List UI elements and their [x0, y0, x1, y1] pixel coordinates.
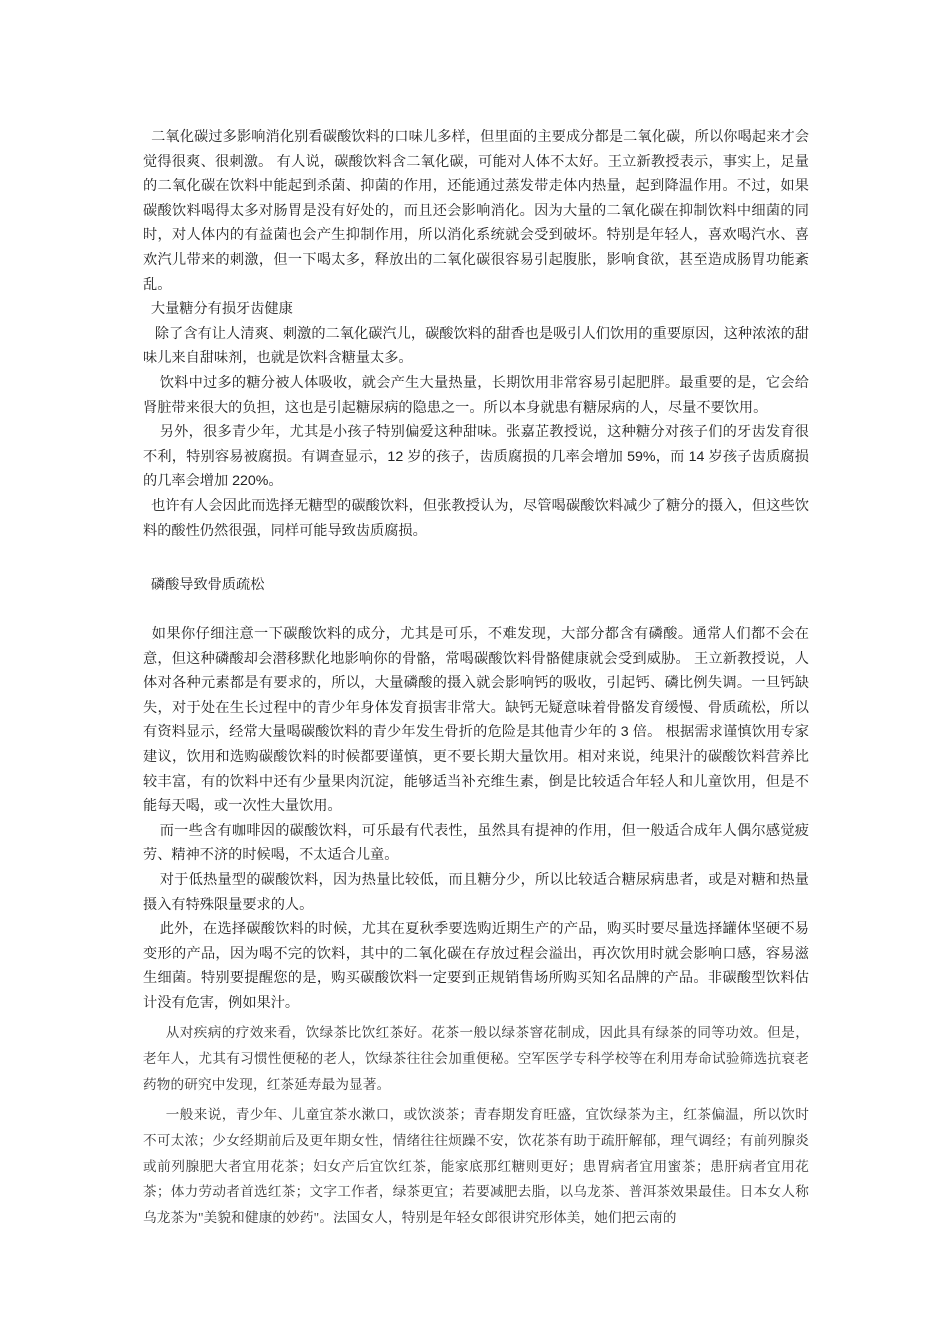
paragraph-tea-efficacy: 从对疾病的疗效来看，饮绿茶比饮红茶好。花茶一般以绿茶窨花制成，因此具有绿茶的同等功效。但是，老年人，尤其有习惯性便秘的老人，饮绿茶往往会加重便秘。空军医学专科学校等在利用寿命试验筛选抗衰老药物的研究中发现，红茶延寿最为显著。 — [143, 1025, 809, 1092]
paragraph-low-calorie: 对于低热量型的碳酸饮料，因为热量比较低，而且糖分少，所以比较适合糖尿病患者，或是对糖和热量摄入有特殊限量要求的人。 — [143, 871, 809, 913]
section-phosphoric-acid — [143, 573, 809, 598]
heading-sugar-teeth: 大量糖分有损牙齿健康 — [143, 301, 293, 318]
paragraph-sweetness: 除了含有让人清爽、刺激的二氧化碳汽儿，碳酸饮料的甜香也是吸引人们饮用的重要原因，这种浓浓的甜味儿来自甜味剂，也就是饮料含糖量太多。 — [143, 325, 809, 367]
paragraph-tea-groups: 一般来说，青少年、儿童宜茶水漱口，或饮淡茶；青春期发育旺盛，宜饮绿茶为主，红茶偏温，所以饮时不可太浓；少女经期前后及更年期女性，情绪往往烦躁不安，饮花茶有助于疏肝解郁，理气调经；有前列腺炎或前列腺肥大者宜用花茶；妇女产后宜饮红茶，能家底那红糖则更好；患胃病者宜用蜜茶；患肝病者宜用花茶；体力劳动者首选红茶；文字工作者，绿茶更宜；若要减肥去脂，以乌龙茶、普洱茶效果最佳。日本女人称乌龙茶为"美貌和健康的妙药"。法国女人，特别是年轻女郎很讲究形体美，她们把云南的 — [143, 1106, 809, 1226]
heading-osteoporosis: 磷酸导致骨质疏松 — [143, 577, 265, 593]
paragraph-co2-digestion: 二氧化碳过多影响消化别看碳酸饮料的口味儿多样，但里面的主要成分都是二氧化碳，所以你喝起来才会觉得很爽、很刺激。 有人说，碳酸饮料含二氧化碳，可能对人体不太好。王立新教授表示，事实上，足量的二氧化碳在饮料中能起到杀菌、抑菌的作用，还能通过蒸发带走体内热量，起到降温作用。不过，如果碳酸饮料喝得太多对肠胃是没有好处的，而且还会影响消化。因为大量的二氧化碳在抑制饮料中细菌的同时，对人体内的有益菌也会产生抑制作用，所以消化系统就会受到破坏。特别是年轻人，喜欢喝汽水、喜欢汽儿带来的刺激，但一下喝太多，释放出的二氧化碳很容易引起腹胀，影响食欲，甚至造成肠胃功能紊乱。 — [143, 129, 809, 293]
section-tea — [143, 1020, 809, 1231]
section-carbon-dioxide — [143, 125, 809, 543]
paragraph-teeth-decay: 另外，很多青少年，尤其是小孩子特别偏爱这种甜味。张嘉芷教授说，这种糖分对孩子们的牙齿发育很不利，特别容易被腐损。有调查显示，12 岁的孩子，齿质腐损的几率会增加 59%，而 14 岁孩子齿质腐损的几率会增加 220%。 — [143, 424, 809, 490]
paragraph-buying-tips: 此外，在选择碳酸饮料的时候，尤其在夏秋季要选购近期生产的产品，购买时要尽量选择罐体坚硬不易变形的产品，因为喝不完的饮料，其中的二氧化碳在存放过程会溢出，再次饮用时就会影响口感，容易滋生细菌。特别要提醒您的是，购买碳酸饮料一定要到正规销售场所购买知名品牌的产品。非碳酸型饮料估计没有危害，例如果汁。 — [143, 921, 809, 1011]
paragraph-phosphoric-acid: 如果你仔细注意一下碳酸饮料的成分，尤其是可乐，不难发现，大部分都含有磷酸。通常人们都不会在意，但这种磷酸却会潜移默化地影响你的骨骼，常喝碳酸饮料骨骼健康就会受到威胁。 王立新教授说，人体对各种元素都是有要求的，所以，大量磷酸的摄入就会影响钙的吸收，引起钙、磷比例失调。一旦钙缺失，对于处在生长过程中的青少年身体发育损害非常大。缺钙无疑意味着骨骼发育缓慢、骨质疏松，所以有资料显示，经常大量喝碳酸饮料的青少年发生骨折的危险是其他青少年的 3 倍。 根据需求谨慎饮用专家建议，饮用和选购碳酸饮料的时候都要谨慎，更不要长期大量饮用。相对来说，纯果汁的碳酸饮料营养比较丰富，有的饮料中还有少量果肉沉淀，能够适当补充维生素，倒是比较适合年轻人和儿童饮用，但是不能每天喝，或一次性大量饮用。 — [143, 626, 809, 815]
paragraph-caffeine: 而一些含有咖啡因的碳酸饮料，可乐最有代表性，虽然具有提神的作用，但一般适合成年人偶尔感觉疲劳、精神不济的时候喝，不太适合儿童。 — [143, 822, 809, 864]
paragraph-sugar-obesity: 饮料中过多的糖分被人体吸收，就会产生大量热量，长期饮用非常容易引起肥胖。最重要的是，它会给肾脏带来很大的负担，这也是引起糖尿病的隐患之一。所以本身就患有糖尿病的人，尽量不要饮用。 — [143, 374, 809, 416]
section-phosphoric-acid-body — [143, 622, 809, 1016]
paragraph-sugar-free: 也许有人会因此而选择无糖型的碳酸饮料，但张教授认为，尽管喝碳酸饮料减少了糖分的摄入，但这些饮料的酸性仍然很强，同样可能导致齿质腐损。 — [143, 497, 809, 539]
